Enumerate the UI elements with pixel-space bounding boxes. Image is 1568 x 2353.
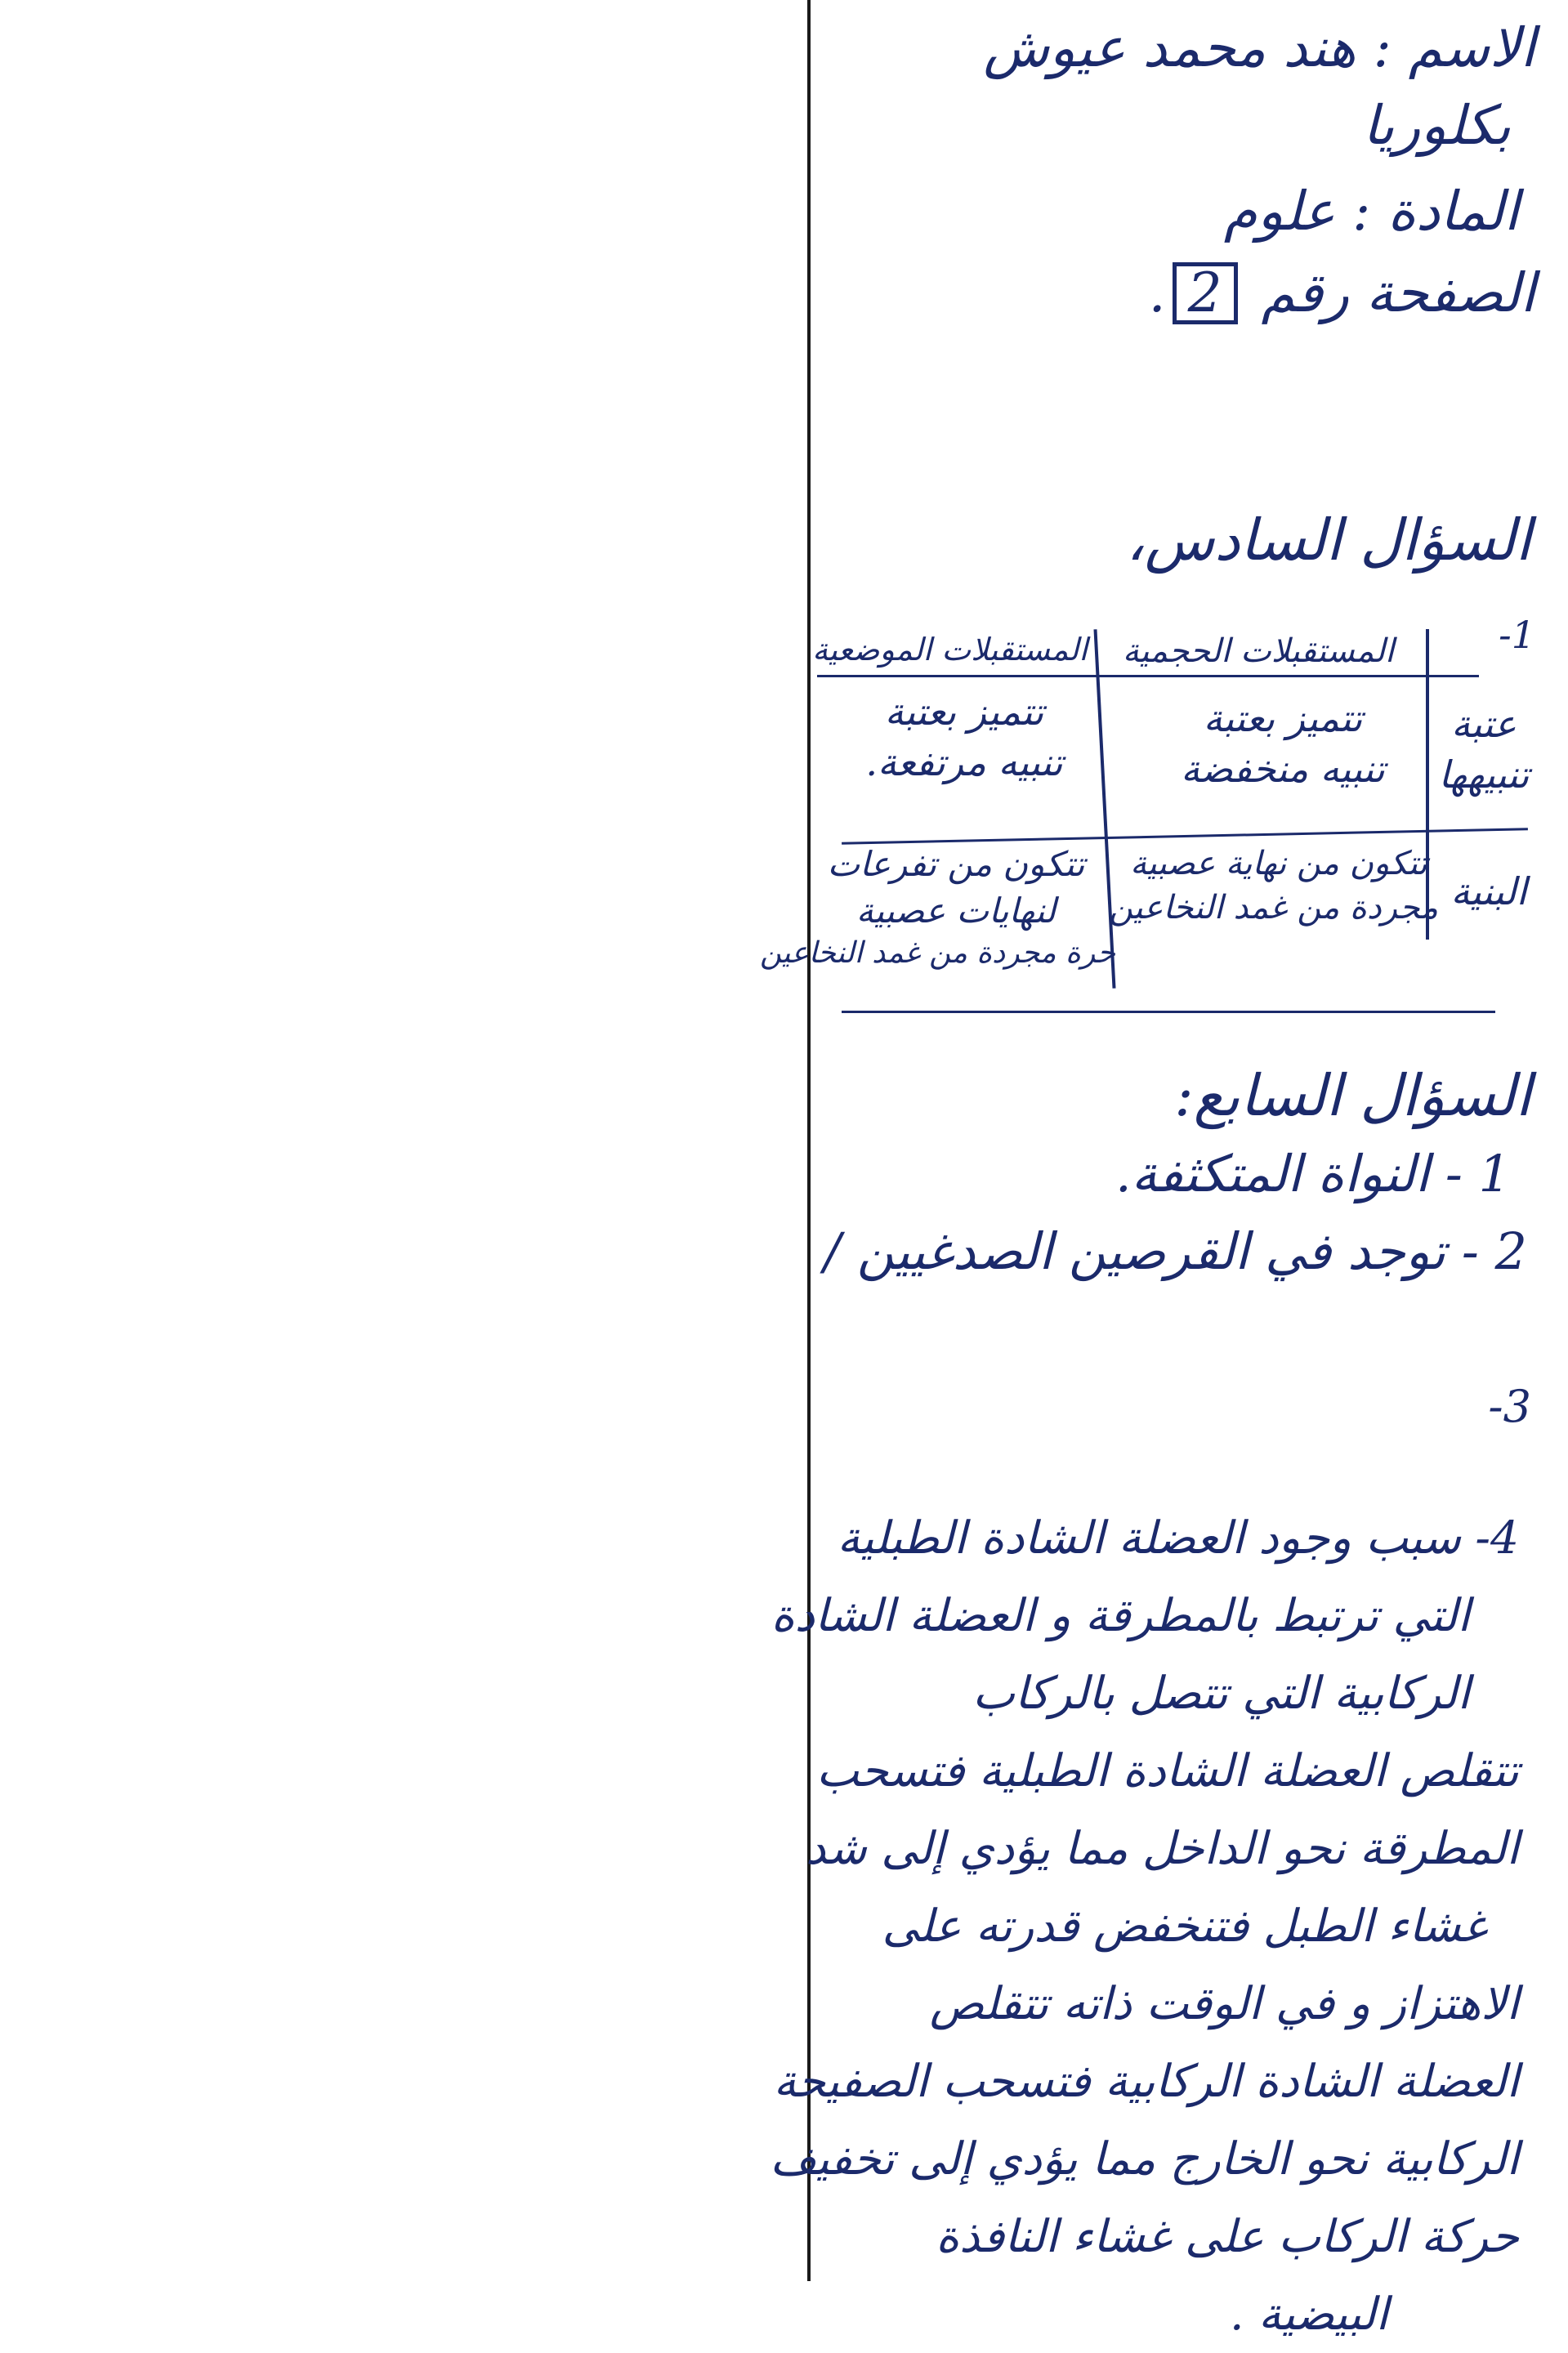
row-structure-local bbox=[759, 842, 1115, 974]
answer-4-line: المطرقة نحو الداخل مما يؤدي إلى شد bbox=[805, 1822, 1519, 1874]
table-bottom-line bbox=[842, 1011, 1495, 1013]
subject-line: المادة : علوم bbox=[1223, 180, 1519, 243]
answer-4-line: الركابية نحو الخارج مما يؤدي إلى تخفيف bbox=[770, 2132, 1519, 2185]
page-number-box: 2 bbox=[1173, 262, 1238, 324]
row-threshold-label-text: عتبة تنبيهها bbox=[1438, 702, 1530, 797]
answer-4-line: العضلة الشادة الركابية فتسحب الصفيحة bbox=[773, 2055, 1519, 2107]
row-threshold-local bbox=[825, 686, 1103, 788]
answer-1: 1 - النواة المتكثفة. bbox=[1115, 1144, 1511, 1203]
row-structure-volume bbox=[1109, 842, 1438, 930]
answer-3: 3- bbox=[1488, 1381, 1531, 1432]
table-header-local-receptors: المستقبلات الموضعية bbox=[812, 632, 1088, 668]
page-number-line bbox=[1149, 261, 1535, 324]
answer-4-line: تتقلص العضلة الشادة الطبلية فتسحب bbox=[816, 1744, 1519, 1797]
page-margin-line bbox=[807, 0, 811, 2281]
answer-4-line: التي ترتبط بالمطرقة و العضلة الشادة bbox=[771, 1589, 1470, 1641]
question-6-item-number: 1- bbox=[1499, 613, 1535, 657]
class-line: بكلوريا bbox=[1362, 94, 1511, 157]
row-threshold-volume-line1: تتميز بعتبة bbox=[1203, 696, 1363, 740]
answer-4-line: حركة الركاب على غشاء النافذة bbox=[936, 2210, 1519, 2262]
answer-4-line: البيضية . bbox=[1230, 2288, 1388, 2340]
page-label: الصفحة رقم bbox=[1261, 261, 1535, 324]
row-threshold-local-line1: تتميز بعتبة bbox=[884, 690, 1044, 734]
table-header-volume-receptors: المستقبلات الحجمية bbox=[1122, 632, 1395, 670]
row-structure-label: البنية bbox=[1450, 869, 1527, 913]
row-structure-volume-line1: تتكون من نهاية عصبية bbox=[1130, 845, 1427, 882]
answer-4-line: 4- سبب وجود العضلة الشادة الطبلية bbox=[837, 1511, 1519, 1564]
row-structure-local-line3: حرة مجردة من غمد النخاعين bbox=[759, 936, 1115, 971]
student-name-line: الاسم : هند محمد عيوش bbox=[983, 16, 1535, 79]
question-7-title: السؤال السابع: bbox=[1174, 1062, 1531, 1129]
answer-4-line: الاهتزاز و في الوقت ذاته تتقلص bbox=[929, 1977, 1519, 2029]
question-6-title: السؤال السادس، bbox=[1126, 507, 1531, 574]
row-threshold-local-line2: تنبيه مرتفعة. bbox=[865, 740, 1063, 785]
answer-4-paragraph bbox=[770, 1499, 1519, 2353]
row-threshold-volume-line2: تنبيه منخفضة bbox=[1181, 747, 1385, 792]
page-end-dot: . bbox=[1148, 261, 1166, 324]
row-structure-volume-line2: مجردة من غمد النخاعين bbox=[1109, 889, 1438, 926]
row-structure-local-line1: تتكون من تفرعات bbox=[827, 844, 1085, 884]
table-header-underline bbox=[817, 675, 1479, 677]
row-structure-local-line2: لنهايات عصبية bbox=[855, 890, 1057, 931]
row-threshold-volume bbox=[1136, 693, 1430, 794]
row-threshold-label bbox=[1423, 699, 1545, 800]
answer-4-line: الركابية التي تتصل بالركاب bbox=[972, 1667, 1470, 1719]
answer-4-line: غشاء الطبل فتنخفض قدرته على bbox=[882, 1900, 1486, 1952]
answer-2: 2 - توجد في القرصين الصدغيين / bbox=[824, 1221, 1527, 1281]
